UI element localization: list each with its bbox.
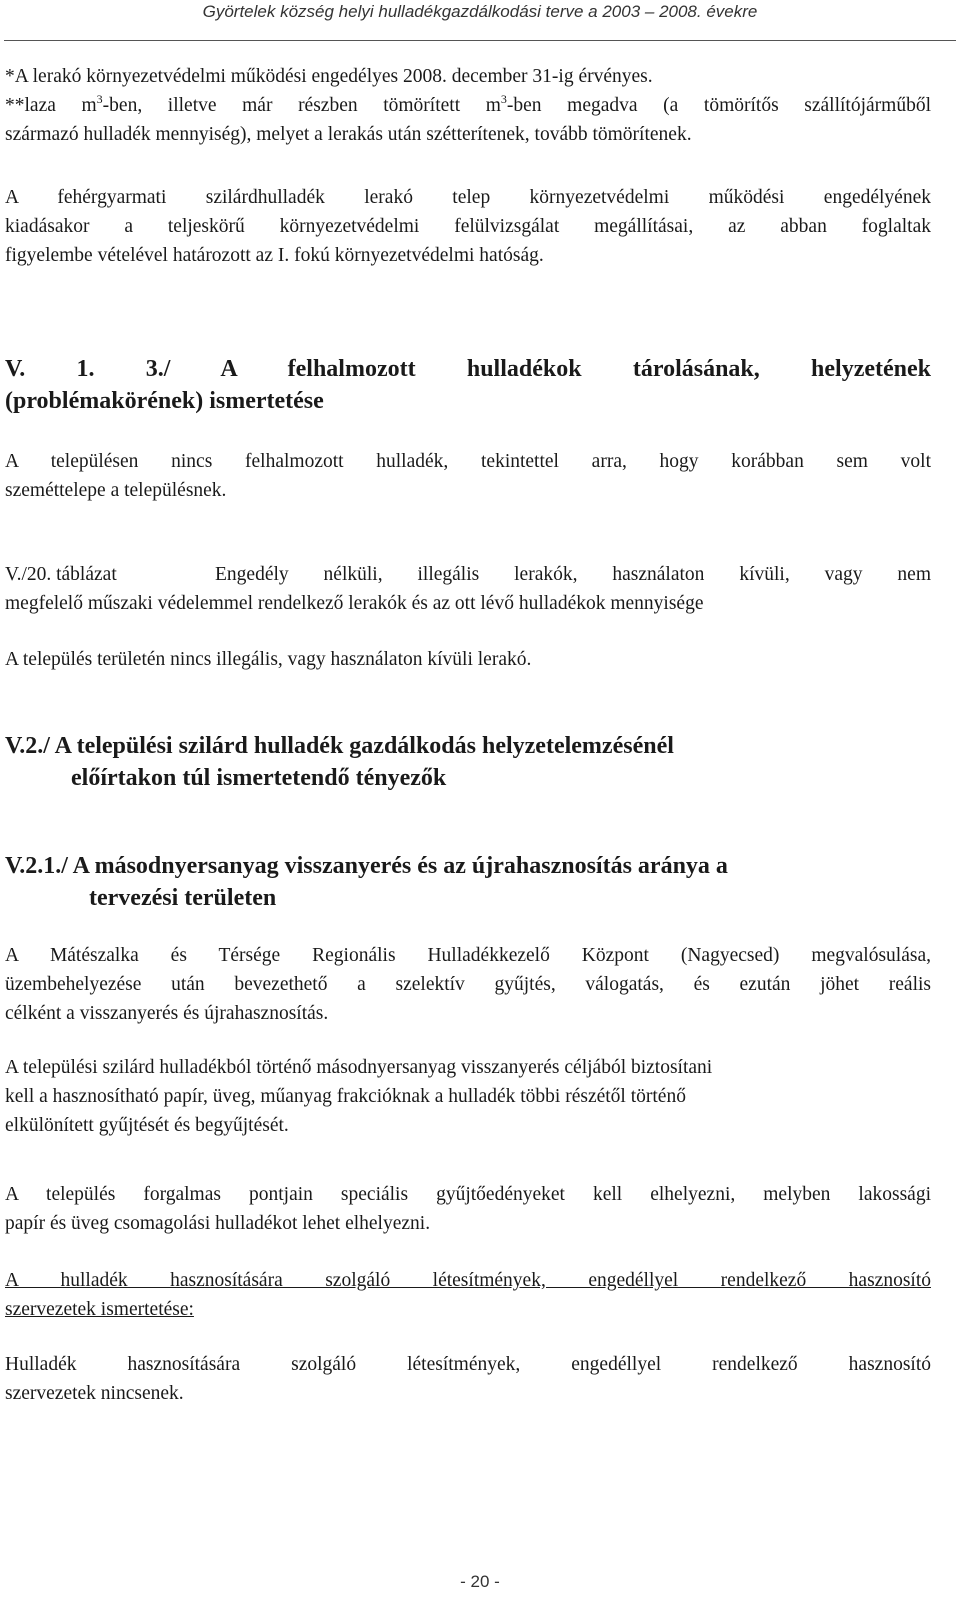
section-v21-paragraph-2: A települési szilárd hulladékból történő másodnyersanyag visszanyerés céljából biztosítani kell a hasznosítható papír, üveg, műanyag frakcióknak a hulladék többi részétől történő elkülönített gyűjtését és begyűjtését. [5, 1057, 713, 1136]
table-title-continued: megfelelő műszaki védelemmel rendelkező lerakók és az ott lévő hulladékok mennyisége [5, 593, 704, 614]
facilities-subheading: A hulladék hasznosítására szolgáló létesítmények, engedéllyel rendelkező hasznosító szervezetek ismertetése: [5, 1270, 931, 1320]
table-title: Engedély nélküli, illegális lerakók, használaton kívüli, vagy nem [215, 564, 931, 585]
section-heading-v21: V.2.1./ A másodnyersanyag visszanyerés és az újrahasznosítás aránya a tervezési területen [5, 853, 728, 911]
section-v13-paragraph: A településen nincs felhalmozott hulladék, tekintettel arra, hogy korábban sem volt szeméttelepe a településnek. [5, 451, 931, 501]
section-v21-paragraph-1: A Mátészalka és Térsége Regionális Hulladékkezelő Központ (Nagyecsed) megvalósulása, üzembehelyezése után bevezethető a szelektív gyűjtés, válogatás, és ezután jöhet reális célként a visszanyerés és újrahasznosítás. [5, 945, 931, 1024]
footnote-1: *A lerakó környezetvédelmi működési engedélyes 2008. december 31-ig érvényes. [5, 66, 653, 87]
section-v21-paragraph-3: A település forgalmas pontjain speciális gyűjtőedényeket kell elhelyezni, melyben lakossági papír és üveg csomagolási hulladékot lehet elhelyezni. [5, 1184, 931, 1234]
section-heading-v13: V. 1. 3./ A felhalmozott hulladékok tárolásának, helyzetének (problémakörének) ismertetése [5, 356, 931, 414]
header-title: Györtelek község helyi hulladékgazdálkodási terve a 2003 – 2008. évekre [202, 2, 758, 21]
table-label: V./20. táblázat [5, 564, 117, 585]
section-v21-paragraph-4: Hulladék hasznosítására szolgáló létesítmények, engedéllyel rendelkező hasznosító szervezetek nincsenek. [5, 1354, 931, 1404]
table-caption [5, 560, 931, 618]
footnotes [5, 62, 931, 149]
table-note: A település területén nincs illegális, vagy használaton kívüli lerakó. [5, 649, 532, 670]
page-number: - 20 - [460, 1572, 500, 1591]
header-divider [4, 40, 956, 41]
page-header [0, 0, 960, 22]
permit-paragraph: A fehérgyarmati szilárdhulladék lerakó telep környezetvédelmi működési engedélyének kiadásakor a teljeskörű környezetvédelmi felülvizsgálat megállításai, az abban foglaltak figyelembe vételével határozott az I. fokú környezetvédelmi hatóság. [5, 187, 931, 266]
footnote-2-continued: származó hulladék mennyiség), melyet a lerakás után szétterítenek, tovább tömörítenek. [5, 124, 692, 145]
section-heading-v2: V.2./ A települési szilárd hulladék gazdálkodás helyzetelemzésénél előírtakon túl ismertetendő tényezők [5, 733, 674, 791]
footnote-2: **laza $m^3$-ben, illetve már részben tömörített $m^3$-ben megadva (a tömörítős szállítójárműből [5, 92, 931, 116]
